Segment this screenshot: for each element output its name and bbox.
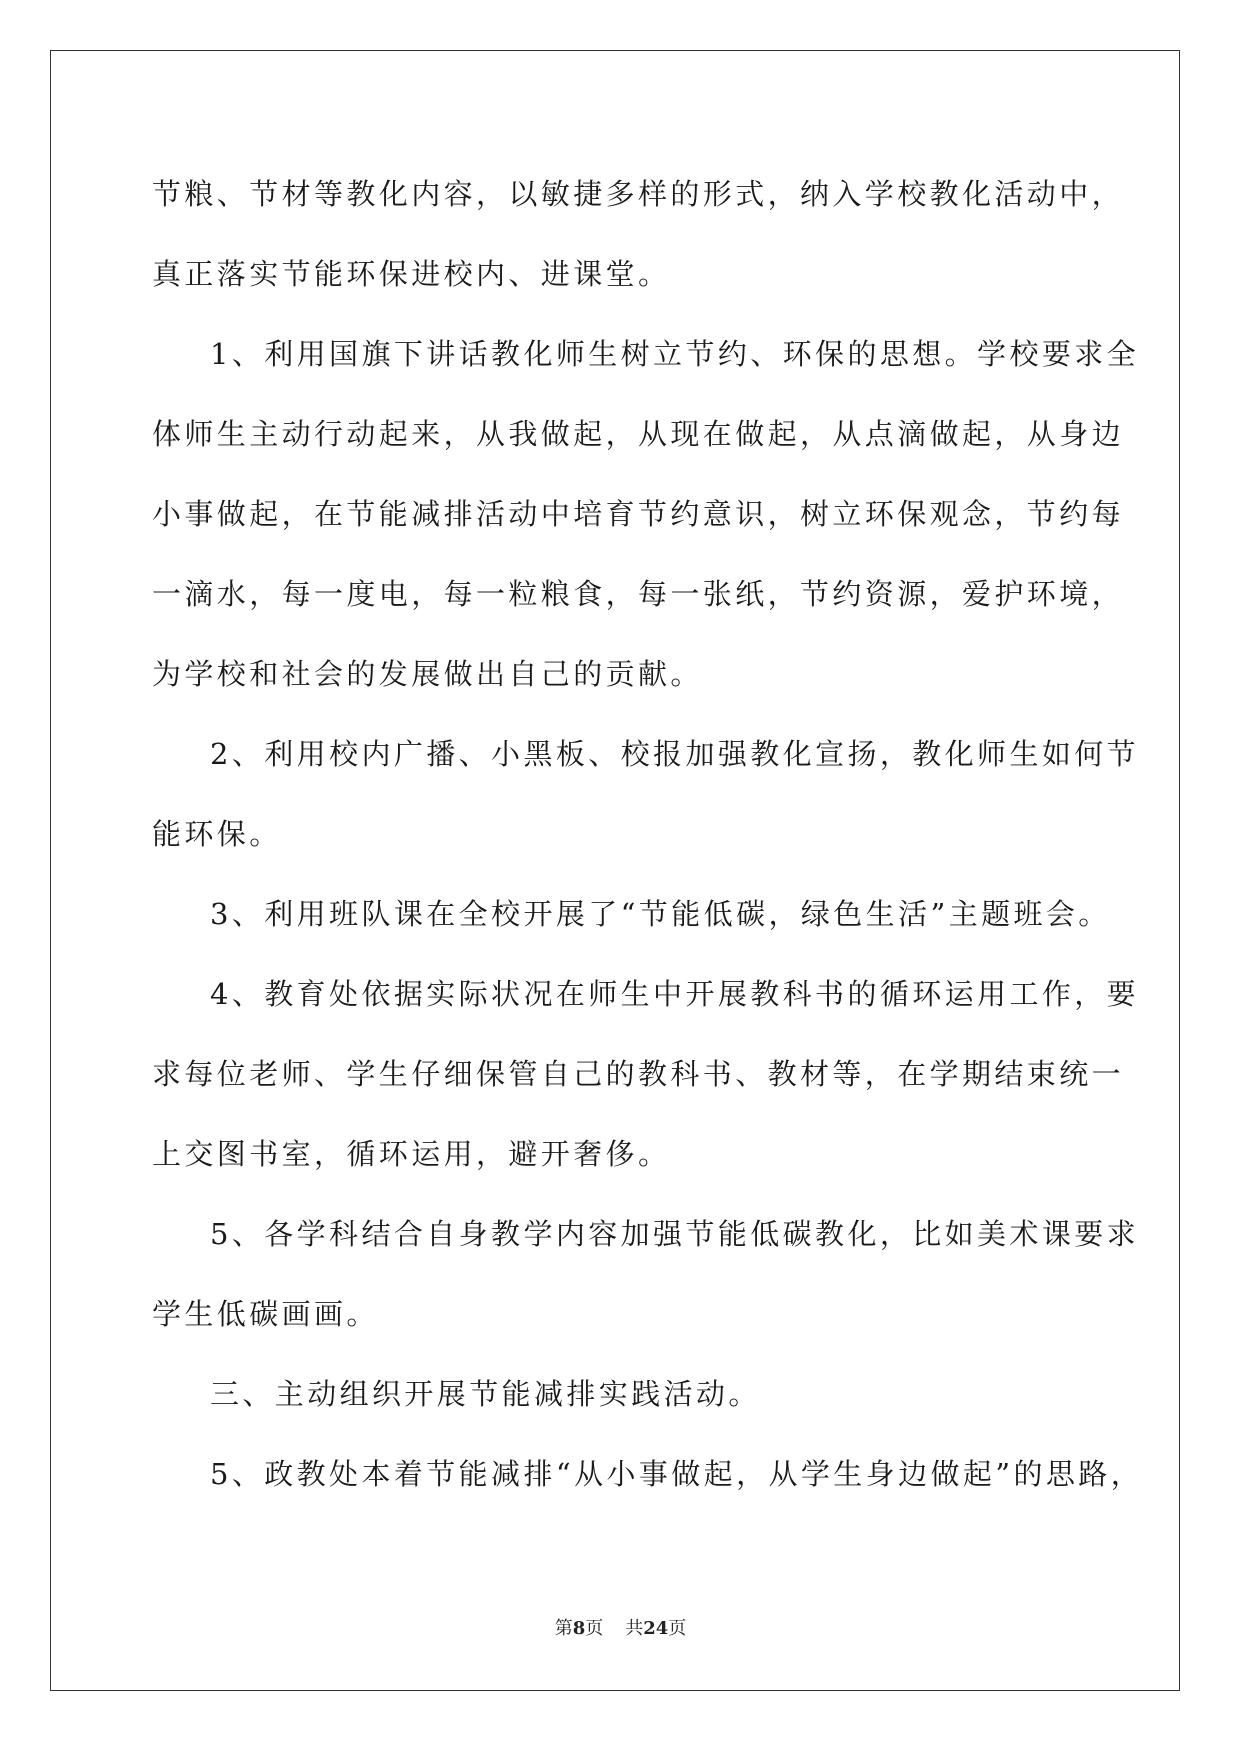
- paragraph-line: 2、利用校内广播、小黑板、校报加强教化宣扬，教化师生如何节: [210, 737, 1140, 771]
- paragraph-line: 学生低碳画画。: [152, 1297, 379, 1331]
- paragraph-line: 小事做起，在节能减排活动中培育节约意识，树立环保观念，节约每: [152, 497, 1125, 531]
- total-prefix: 共: [625, 1618, 644, 1639]
- paragraph-line: 真正落实节能环保进校内、进课堂。: [152, 257, 671, 291]
- page-border: [50, 50, 1180, 1691]
- paragraph-line: 5、各学科结合自身教学内容加强节能低碳教化，比如美术课要求: [210, 1217, 1140, 1251]
- total-pages: 24: [643, 1618, 669, 1639]
- section-heading: 三、主动组织开展节能减排实践活动。: [210, 1377, 761, 1411]
- paragraph-line: 能环保。: [152, 817, 282, 851]
- paragraph-line: 5、政教处本着节能减排“从小事做起，从学生身边做起”的思路，: [210, 1457, 1144, 1491]
- paragraph-line: 节粮、节材等教化内容，以敏捷多样的形式，纳入学校教化活动中，: [152, 177, 1125, 211]
- page-footer: [0, 1617, 1241, 1641]
- paragraph-line: 3、利用班队课在全校开展了“节能低碳，绿色生活”主题班会。: [210, 897, 1111, 931]
- paragraph-line: 体师生主动行动起来，从我做起，从现在做起，从点滴做起，从身边: [152, 417, 1125, 451]
- paragraph-line: 4、教育处依据实际状况在师生中开展教科书的循环运用工作，要: [210, 977, 1140, 1011]
- total-suffix: 页: [668, 1618, 687, 1639]
- paragraph-line: 为学校和社会的发展做出自己的贡献。: [152, 657, 703, 691]
- page-suffix: 页: [585, 1618, 604, 1639]
- page-prefix: 第: [554, 1618, 573, 1639]
- paragraph-line: 一滴水，每一度电，每一粒粮食，每一张纸，节约资源，爱护环境，: [152, 577, 1125, 611]
- page-number: 8: [572, 1618, 586, 1639]
- paragraph-line: 求每位老师、学生仔细保管自己的教科书、教材等，在学期结束统一: [152, 1057, 1125, 1091]
- paragraph-line: 1、利用国旗下讲话教化师生树立节约、环保的思想。学校要求全: [210, 337, 1140, 371]
- paragraph-line: 上交图书室，循环运用，避开奢侈。: [152, 1137, 671, 1171]
